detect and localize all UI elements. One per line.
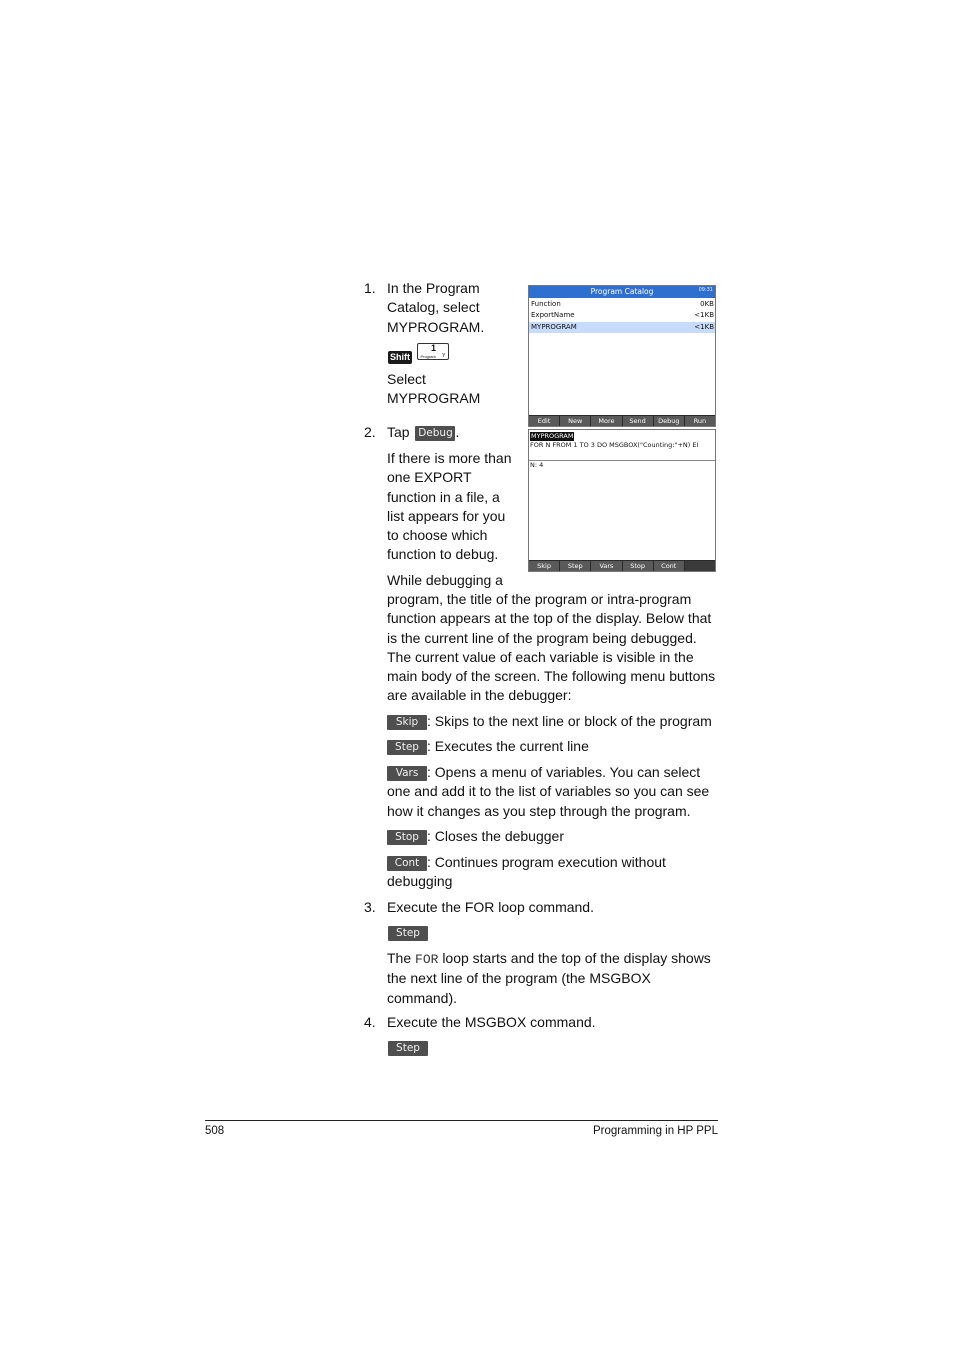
step-4-key [388, 1040, 428, 1058]
program-catalog-screen [528, 285, 716, 427]
step-description: Step : Executes the current line [387, 737, 722, 756]
debug-current-line: FOR N FROM 1 TO 3 DO MSGBOX("Counting:"+N) EI [530, 441, 699, 449]
skip-button[interactable]: Skip [529, 561, 559, 571]
section-title: Programming in HP PPL [592, 1125, 718, 1137]
program-key-icon: 1 Program Y [417, 343, 449, 360]
send-button[interactable]: Send [623, 416, 653, 426]
step-3-number: 3. [364, 899, 376, 915]
run-button[interactable]: Run [685, 416, 715, 426]
step-4-text: Execute the MSGBOX command. [387, 1014, 596, 1030]
step-2-para-1: If there is more than one EXPORT function in a file, a list appears for you to choose which function to debug. [387, 450, 512, 563]
page-number: 508 [205, 1125, 225, 1137]
debug-separator [529, 460, 715, 461]
stop-button[interactable]: Stop [623, 561, 653, 571]
step-2-line: Tap Debug . [387, 424, 460, 440]
stop-description: Stop : Closes the debugger [387, 827, 719, 846]
step-3-text: Execute the FOR loop command. [387, 899, 594, 915]
stop-softkey-icon: Stop [387, 830, 427, 845]
footer-rule [205, 1120, 718, 1121]
step-2-para-2: program, the title of the program or intra-program function appears at the top of the display. Below that is the current line of the program being debugged. The current value of each variable is visible in the main body of the screen. The following menu buttons are available in the debugger: [387, 591, 716, 704]
debug-softkey-icon: Debug [415, 426, 455, 441]
step-3-key [388, 925, 428, 943]
step-2-tap-text: Tap [387, 424, 410, 440]
new-button[interactable]: New [560, 416, 590, 426]
screen-title: Program Catalog [529, 286, 715, 298]
step-1-number: 1. [364, 280, 376, 296]
vars-softkey-icon: Vars [387, 766, 427, 781]
step-softkey-icon: Step [388, 926, 428, 941]
step-softkey-icon: Step [387, 740, 427, 755]
catalog-menu-bar [529, 415, 715, 426]
step-2-number: 2. [364, 424, 376, 440]
debugger-screen [528, 429, 716, 572]
skip-description: Skip : Skips to the next line or block of the program [387, 712, 722, 731]
key-sequence [388, 343, 449, 361]
step-1-select-text: Select MYPROGRAM [387, 371, 481, 407]
more-button[interactable]: More [591, 416, 621, 426]
debug-variable: N: 4 [530, 461, 544, 469]
cont-description: Cont : Continues program execution without debugging [387, 854, 666, 890]
for-code: FOR [415, 952, 439, 967]
debug-program-title: MYPROGRAM [531, 432, 574, 440]
skip-softkey-icon: Skip [387, 715, 427, 730]
catalog-row[interactable]: ExportName <1KB [531, 311, 714, 319]
debug-button[interactable]: Debug [654, 416, 684, 426]
debugger-menu-bar [529, 560, 715, 571]
catalog-row[interactable]: Function 0KB [531, 300, 714, 308]
step-softkey-icon: Step [388, 1041, 428, 1056]
catalog-row-selected[interactable]: MYPROGRAM <1KB [531, 323, 714, 331]
step-button[interactable]: Step [560, 561, 590, 571]
vars-description: Vars : Opens a menu of variables. You can select one and add it to the list of variables so you can see how it changes as you step through the program. [387, 764, 710, 819]
step-3-paragraph: The FOR loop starts and the top of the display shows the next line of the program (the MSGBOX command). [387, 950, 711, 1006]
cont-button[interactable]: Cont [654, 561, 684, 571]
step-1-text: In the Program Catalog, select MYPROGRAM. [387, 280, 485, 335]
status-clock: 09:31 [698, 287, 713, 293]
cont-softkey-icon: Cont [387, 856, 427, 871]
shift-key-icon: Shift [390, 352, 410, 362]
blank-button[interactable] [685, 561, 715, 571]
step-2-para-2-first-line: While debugging a [387, 572, 503, 588]
step-4-number: 4. [364, 1014, 376, 1030]
edit-button[interactable]: Edit [529, 416, 559, 426]
vars-button[interactable]: Vars [591, 561, 621, 571]
